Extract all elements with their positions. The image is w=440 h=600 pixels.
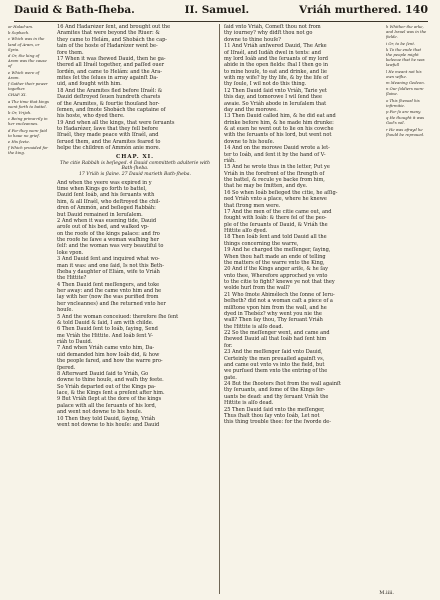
text-line: palace with all the ſeruants of his lord,	[57, 402, 157, 409]
text-line: thy iourney? why didſt thou not go	[224, 30, 313, 37]
text-line: her vncleannes) and ſhe returned vnto her	[57, 300, 166, 307]
text-line: with the ſeruants of his lord, but went not	[224, 132, 332, 139]
margin-note: o This ſhewed his infirmitie.	[386, 97, 420, 108]
text-line: abide in the open fields: ſhal I then go in	[224, 62, 329, 69]
text-line: downe to thine houſe, and waſh thy feete.	[57, 377, 164, 384]
text-line: thered all Iſraél together, and paſſed ouer	[57, 62, 165, 69]
margin-note: d Or, the king of Aram was the cause of	[8, 53, 47, 69]
margin-note: l He meant not his own wiſhe.	[386, 68, 422, 79]
header-right	[299, 3, 428, 16]
margin-note: c Which was in the land of Aram, or Syria.	[8, 36, 45, 52]
text-line: ſpered.	[57, 364, 76, 371]
text-line: and went not downe to his houſe.	[57, 409, 143, 416]
margin-note: or Halad-am.	[8, 24, 34, 29]
text-line: his hoste, who dyed there.	[57, 113, 125, 120]
text-line: to Hadarézer, ſawe that they fell before	[57, 126, 159, 132]
text-line: 18 And the Aramites fled before Iſraél: &	[57, 87, 163, 94]
text-line: beſheth? did not a woman caſt a piece of a	[224, 298, 333, 305]
column-divider	[219, 24, 220, 594]
margin-note: k To the ende that the people might beleeue that he was lawfull	[386, 46, 425, 68]
text-line: 18 Then Ioáb ſent and told Dauid all the	[224, 234, 327, 241]
text-line: 11 And Vriáh anſwered Dauid, The Arke	[224, 43, 327, 50]
text-line: to mine houſe, to eat and drinke, and lie	[224, 68, 327, 75]
text-line: lay with her (now ſhe was purified from	[57, 294, 159, 301]
text-line: 17 And the men of the citie came out, and	[224, 208, 332, 215]
text-line: So Vriáh departed out of the Kings pa-	[57, 383, 156, 390]
header-center: II. Samuel.	[184, 4, 250, 16]
text-line: dren of Ammón, and beſieged Rabbáh:	[57, 205, 156, 212]
text-line: the people fared, and how the warre pro-	[57, 358, 163, 365]
text-line: downe to his houſe.	[224, 138, 275, 145]
left-column-chapter-eleven	[57, 180, 213, 429]
text-line: 4 Then Dauid ſent meſſengers, and toke	[57, 281, 160, 288]
text-line: 5 And the woman conceiued: therefore ſhe ſent	[57, 313, 179, 320]
text-line: the roofe he ſawe a woman waſhing her	[57, 237, 159, 244]
margin-note: e His feete.	[8, 139, 31, 145]
text-line: lace, & the Kings ſent a preſent after him.	[57, 390, 165, 397]
chapter-argument	[57, 161, 213, 178]
text-line: the Hittite?	[57, 275, 87, 282]
left-margin-notes	[8, 24, 50, 594]
text-line: 17 When it was ſhewed Dauid, then he ga-	[57, 55, 166, 62]
argument-line: The citie Rabbáh is beſieged. 4 Dauid committeth adulterie with Bath-ſheba.	[60, 160, 210, 172]
text-line: fought with Ioáb: & there fel of the peo-	[224, 215, 327, 222]
margin-note: h Whither the arke, and Israel was in the fielde.	[386, 24, 427, 40]
margin-note: q He thought it was God's wil.	[386, 115, 425, 126]
text-line: to the citie to fight? knewe ye not that they	[224, 279, 335, 285]
folio-number: 140	[405, 3, 428, 16]
text-line: ſheba y daughter of Eliám, wife to Vriáh	[57, 268, 160, 275]
text-line: aroſe out of his bed, and walked vp-	[57, 224, 149, 231]
text-line: Iordén, and came to Helám: and the Ara-	[57, 68, 162, 75]
running-header	[14, 3, 428, 21]
margin-note: a The time that kings went forth to battel.	[8, 98, 50, 109]
left-column-chapter-ten	[57, 24, 213, 152]
text-line: went not downe to his houſe: and Dauid	[57, 421, 160, 428]
text-line: Dauid deſtroyed ſeuen hundreth charets	[57, 94, 161, 101]
text-line: that ſtrong men were.	[224, 202, 281, 209]
text-line: my lord Ioáb and the ſeruants of my lord	[224, 55, 329, 62]
text-line: of the Aramites, & fourtie thouſand hor-	[57, 100, 160, 107]
text-line: 10 Then they told Dauid, ſaying, Vriáh	[57, 415, 156, 422]
margin-note: p For ſo are many.	[386, 109, 421, 115]
margin-note: CHAP. XI.	[8, 92, 27, 98]
text-line: ſaid vnto Vriáh, Comeſt thou not from	[224, 24, 321, 30]
text-line: this day, and tomorowe I wil ſend thee	[224, 94, 323, 101]
text-line: for.	[224, 342, 233, 349]
margin-note: i Or, to be ſent.	[386, 40, 416, 46]
text-line: they came to Helám, and Shobách the cap-	[57, 36, 168, 43]
text-line: mites ſet the ſelues in array againſt Da-	[57, 75, 159, 81]
left-column	[57, 24, 213, 594]
text-line: thy ſeruants, and ſome of the Kings ſer-	[224, 387, 326, 394]
text-line: this thing trouble thee: for the ſworde de-	[224, 419, 331, 426]
margin-note: b Sophach.	[8, 30, 30, 36]
text-line: thy ſoule, I wil not do this thing.	[224, 81, 307, 88]
text-line: 23 And the meſſenger ſaid vnto Dauid,	[224, 349, 323, 356]
margin-note: f Gather their power together.	[8, 81, 48, 92]
text-line: Hittite alſo dyed.	[224, 228, 268, 234]
text-line: riáh to Dauid.	[57, 339, 93, 346]
text-line: wall? Then ſay thou, Thy ſeruant Vriáh	[224, 317, 323, 324]
text-line: 3 And Dauid ſent and inquired what wo-	[57, 256, 160, 263]
text-line: 15 And he wrote thus in the letter, Put ye	[224, 164, 330, 171]
text-line: Thus ſhalt thou ſay vnto Ioáb, Let not	[224, 412, 320, 419]
text-line: ſerued them, and the Aramites feared to	[57, 138, 161, 145]
text-line: the Hittite is alſo dead.	[224, 323, 284, 330]
text-line: 24 But the ſhooters ſhot from the wall againſt	[224, 381, 341, 387]
catchword: M.iiii.	[379, 590, 394, 596]
text-line: we purſued them vnto the entring of the	[224, 368, 328, 375]
margin-note: d For they were ſaid to haue no grief.	[8, 127, 48, 138]
text-line: drinke before him, & he made him drunke:	[224, 119, 334, 126]
text-line: uid demanded him how Ioáb did, & how	[57, 351, 160, 358]
text-line: Hittite is alſo dead.	[224, 400, 274, 407]
text-line: awaie. So Vriáh abode in Ieruſalem that	[224, 100, 327, 107]
text-line: that he may be ſmitten, and dye.	[224, 183, 308, 190]
header-left: Dauid & Bath-ſheba.	[14, 4, 135, 16]
right-margin-notes	[386, 24, 428, 594]
text-line: her away: and ſhe came vnto him and he	[57, 288, 162, 295]
text-line: but Dauid remained in Ieruſalem.	[57, 211, 143, 218]
text-line: Dauid ſent Ioáb, and his ſeruants with	[57, 192, 155, 199]
text-line: gate.	[224, 374, 237, 381]
text-line: milſtone vpon him from the wall, and he	[224, 304, 327, 311]
header-right-title: Vriáh murthered.	[298, 4, 402, 16]
text-line: 12 Then Dauid ſaid vnto Vriáh, Tarie yet	[224, 87, 327, 94]
text-line: man it was: and one ſaid, Is not this Beth-	[57, 262, 164, 269]
text-line: 19 And when all the kings, that were ſeruants	[57, 119, 175, 126]
text-line: Vriáh in the forefront of the ſtrength of	[224, 170, 325, 177]
text-line: and came out vnto vs into the field, but	[224, 361, 325, 368]
text-line: 9 But Vriáh ſlept at the dore of the kings	[57, 396, 162, 403]
text-line: fore them.	[57, 49, 84, 56]
text-line: 8 Afterward Dauid ſaid to Vriáh, Go	[57, 370, 149, 377]
text-line: wolde hurl from the wall?	[224, 285, 290, 292]
right-column	[224, 24, 380, 594]
margin-note: m Meaning Gedeon.	[386, 80, 425, 86]
margin-note: c Being prima-rily in her vncleannes.	[8, 116, 48, 127]
text-line: day and the morowe.	[224, 106, 278, 113]
text-line: & told Dauid & ſaid, I am with childe.	[57, 319, 154, 326]
text-line: 7 And when Vriáh came vnto him, Da-	[57, 345, 155, 352]
text-line: Certeinly the men preuailed againſt vs,	[224, 355, 325, 362]
text-line: 25 Then Dauid ſaid vnto the meſſenger,	[224, 406, 325, 413]
text-line: Iſraél, they made peace with Iſraél, and	[57, 132, 159, 139]
text-line: riáh.	[224, 157, 236, 164]
text-line: ter to Ioáb, and ſent it by the hand of V-	[224, 151, 326, 158]
text-line: the matters of the warre vnto the King,	[224, 259, 325, 266]
text-line: helpe the children of Ammón anie more.	[57, 145, 161, 152]
margin-note: b Or, Vrijah.	[8, 110, 32, 116]
text-line: the battel, & recule ye backe from him,	[224, 177, 325, 183]
argument-line: 17 Vriáh is ſlaine. 27 Dauid marieth Bath-ſheba.	[79, 172, 191, 178]
text-line: And when the yeere was expired in y	[57, 179, 152, 186]
text-line: ned Vriáh vnto a place, where he knewe	[224, 196, 327, 203]
text-line: 13 Then Dauid called him, & he did eat and	[224, 113, 336, 120]
text-line: 6 Then Dauid ſent to Ioáb, ſaying, Send	[57, 326, 158, 333]
text-line: him, & all Iſraél, who deſtroyed the chil-	[57, 198, 161, 205]
text-line: 22 So the meſſenger went, and came and	[224, 330, 330, 336]
text-line: houſe.	[57, 307, 73, 314]
text-line: Aramites that were beyond the Riuer: &	[57, 30, 160, 37]
text-line: time when Kings go forth to battel,	[57, 186, 147, 193]
text-line: things concerning the warre,	[224, 240, 299, 247]
text-line: 20 And if the Kings anger ariſe, & he ſay	[224, 266, 329, 273]
margin-note: n Our ſoldiers were ſlaine.	[386, 86, 424, 97]
text-line: ſelf: and the woman was very beautiful to	[57, 243, 164, 250]
text-line: with my wife? by thy life, & by the life of	[224, 75, 329, 81]
text-line: uid, and fought with him.	[57, 81, 122, 88]
text-line: loke vpon.	[57, 249, 84, 256]
text-line: ſemen, and ſmote Shobách the captaine of	[57, 106, 166, 113]
text-line: 16 So when Ioáb beſieged the citie, he aſſig-	[224, 189, 338, 196]
text-line: 19 And he charged the meſſenger, ſaying,	[224, 247, 331, 254]
text-line: me Vriáh the Hittite. And Ioáb ſent V-	[57, 332, 153, 339]
text-line: vnto thee, Wherefore approched ye vnto	[224, 272, 328, 279]
text-line: 16 And Hadarézer ſent, and brought out the	[57, 24, 171, 30]
header-rule	[14, 21, 428, 22]
text-line: on the roofe of the kings palace: and fro	[57, 230, 160, 237]
text-line: 2 And when it was euening tide, Dauid	[57, 217, 157, 224]
text-line: downe to thine houſe?	[224, 36, 281, 43]
margin-note: r He was afrayd he ſhould be reproued.	[386, 126, 425, 137]
text-line: ſhewed Dauid all that Ioáb had ſent him	[224, 336, 327, 343]
text-line: uants be dead: and thy ſeruant Vriáh the	[224, 393, 329, 400]
chapter-heading: CHAP. XI.	[115, 153, 155, 160]
text-line: When thou haſt made an ende of telling	[224, 253, 326, 260]
text-line: of Iſraél, and Iudáh dwel in tents: and	[224, 49, 321, 56]
text-line: tain of the hoste of Hadarézer went be-	[57, 43, 158, 50]
text-line: dyed in Thebéz? why went you nie the	[224, 310, 322, 317]
margin-note: f Which prouided for the king.	[8, 145, 48, 156]
text-line: & at euen he went out to lie on his cowche	[224, 126, 334, 132]
margin-note: e Which were of Aram.	[8, 69, 40, 80]
text-line: 14 And on the morowe Dauid wrote a let-	[224, 145, 330, 152]
text-line: ple of the ſeruants of Dauid, & Vriáh the	[224, 221, 328, 228]
text-line: 21 Who ſmote Abimélech the ſonne of Ieru-	[224, 291, 335, 298]
